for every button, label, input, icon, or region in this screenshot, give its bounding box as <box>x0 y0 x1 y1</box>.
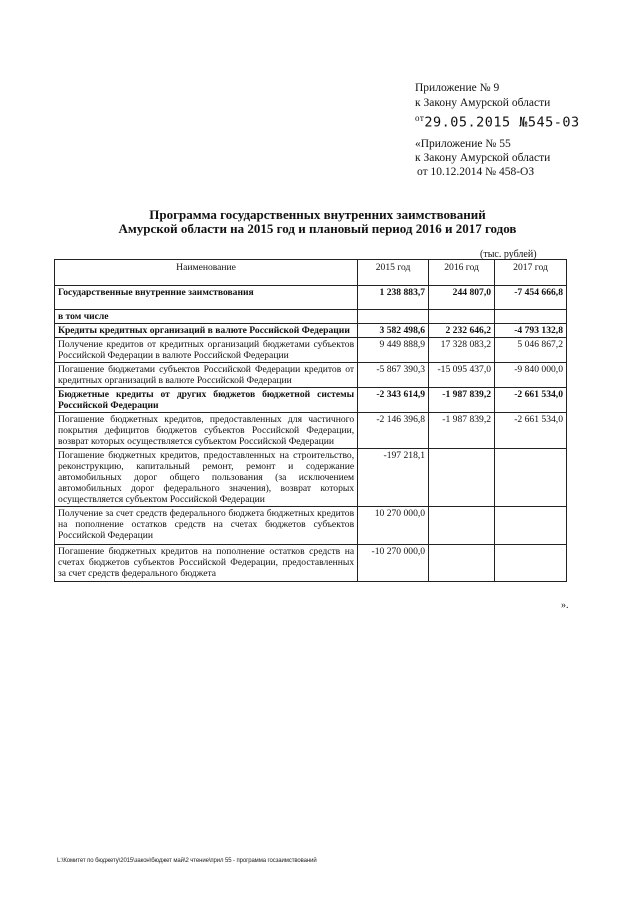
table-cell-2016: 2 232 646,2 <box>429 324 495 338</box>
table-cell-2015 <box>358 310 429 324</box>
table-cell-2016: 17 328 083,2 <box>429 338 495 363</box>
table-cell-2015: -197 218,1 <box>358 449 429 507</box>
title-line-2: Амурской области на 2015 год и плановый период 2016 и 2017 годов <box>118 221 517 236</box>
table-row <box>55 388 567 413</box>
table-cell-2015: -10 270 000,0 <box>358 545 429 582</box>
date-stamp-text: 29.05.2015 №545-03 <box>424 114 580 131</box>
table-cell-2017 <box>495 545 567 582</box>
table-row <box>55 338 567 363</box>
table-cell-name: Бюджетные кредиты от других бюджетов бюджетной системы Российской Федерации <box>55 388 358 413</box>
units-label: (тыс. рублей) <box>480 249 537 260</box>
appendix-law-ref: к Закону Амурской области <box>415 97 551 109</box>
title-line-1: Программа государственных внутренних заимствований <box>149 207 486 222</box>
appendix-header <box>415 81 580 131</box>
date-prefix: от <box>415 113 425 123</box>
table-cell-2015: -2 146 396,8 <box>358 413 429 449</box>
previous-law-ref: к Закону Амурской области <box>415 152 551 164</box>
table-cell-name: Погашение бюджетных кредитов на пополнение остатков средств на счетах бюджетов субъектов Российской Федерации, предоставленных за счет средств федерального бюджета <box>55 545 358 582</box>
previous-appendix-header <box>415 137 550 179</box>
table-cell-name: Кредиты кредитных организаций в валюте Российской Федерации <box>55 324 358 338</box>
table-cell-2016: -1 987 839,2 <box>429 388 495 413</box>
table-cell-name: Погашение бюджетных кредитов, предоставленных для частичного покрытия дефицитов бюджетов субъектов Российской Федерации, возврат которых осуществляется субъектом Российской Федерации <box>55 413 358 449</box>
table-cell-2017: -2 661 534,0 <box>495 413 567 449</box>
table-cell-2017 <box>495 449 567 507</box>
table-cell-2016 <box>429 449 495 507</box>
table-cell-2017 <box>495 310 567 324</box>
table-cell-name: Погашение бюджетных кредитов, предоставленных на строительство, реконструкцию, капитальный ремонт, ремонт и содержание автомобильных дорог общего пользования (за исключением автомобильных дорог федерального значения), возврат которых осуществляется субъектом Российской Федерации <box>55 449 358 507</box>
header-2015: 2015 год <box>358 260 429 286</box>
table-cell-2017: 5 046 867,2 <box>495 338 567 363</box>
table-cell-name: Государственные внутренние заимствования <box>55 286 358 310</box>
table-row <box>55 545 567 582</box>
appendix-date-stamp <box>415 111 580 131</box>
closing-quote: ». <box>561 600 569 611</box>
table-cell-2015: 3 582 498,6 <box>358 324 429 338</box>
table-row <box>55 310 567 324</box>
table-row <box>55 449 567 507</box>
previous-appendix-number: «Приложение № 55 <box>415 138 511 150</box>
table-cell-2015: 10 270 000,0 <box>358 507 429 545</box>
table-cell-name: Получение кредитов от кредитных организаций бюджетами субъектов Российской Федерации в валюте Российской Федерации <box>55 338 358 363</box>
table-cell-2016: -1 987 839,2 <box>429 413 495 449</box>
table-cell-2017: -4 793 132,8 <box>495 324 567 338</box>
table-cell-2016 <box>429 545 495 582</box>
table-cell-2017: -7 454 666,8 <box>495 286 567 310</box>
table-row <box>55 413 567 449</box>
table-header-row <box>55 260 567 286</box>
header-name: Наименование <box>55 260 358 286</box>
table-cell-2016: -15 095 437,0 <box>429 363 495 388</box>
borrowing-program-table <box>54 259 567 582</box>
previous-law-date: от 10.12.2014 № 458-ОЗ <box>417 166 535 178</box>
table-cell-2015: -5 867 390,3 <box>358 363 429 388</box>
table-cell-2016: 244 807,0 <box>429 286 495 310</box>
header-2017: 2017 год <box>495 260 567 286</box>
table-cell-2015: 9 449 888,9 <box>358 338 429 363</box>
table-row <box>55 363 567 388</box>
table-cell-2016 <box>429 507 495 545</box>
table-cell-2015: -2 343 614,9 <box>358 388 429 413</box>
table-cell-2015: 1 238 883,7 <box>358 286 429 310</box>
table-cell-2017: -9 840 000,0 <box>495 363 567 388</box>
table-cell-name: Получение за счет средств федерального бюджета бюджетных кредитов на пополнение остатков средств на счетах бюджетов субъектов Российской Федерации <box>55 507 358 545</box>
table-cell-name: Погашение бюджетами субъектов Российской Федерации кредитов от кредитных организаций в валюте Российской Федерации <box>55 363 358 388</box>
header-2016: 2016 год <box>429 260 495 286</box>
appendix-number: Приложение № 9 <box>415 82 500 94</box>
table-row <box>55 507 567 545</box>
table-row <box>55 324 567 338</box>
table-cell-name: в том числе <box>55 310 358 324</box>
file-path-footer: L:\Комитет по бюджету\2015\закон\бюджет май\2 чтение\прил 55 - программа госзаимствований <box>57 858 317 864</box>
table-cell-2017: -2 661 534,0 <box>495 388 567 413</box>
table-cell-2016 <box>429 310 495 324</box>
table-row <box>55 286 567 310</box>
document-title <box>60 208 575 236</box>
table-cell-2017 <box>495 507 567 545</box>
